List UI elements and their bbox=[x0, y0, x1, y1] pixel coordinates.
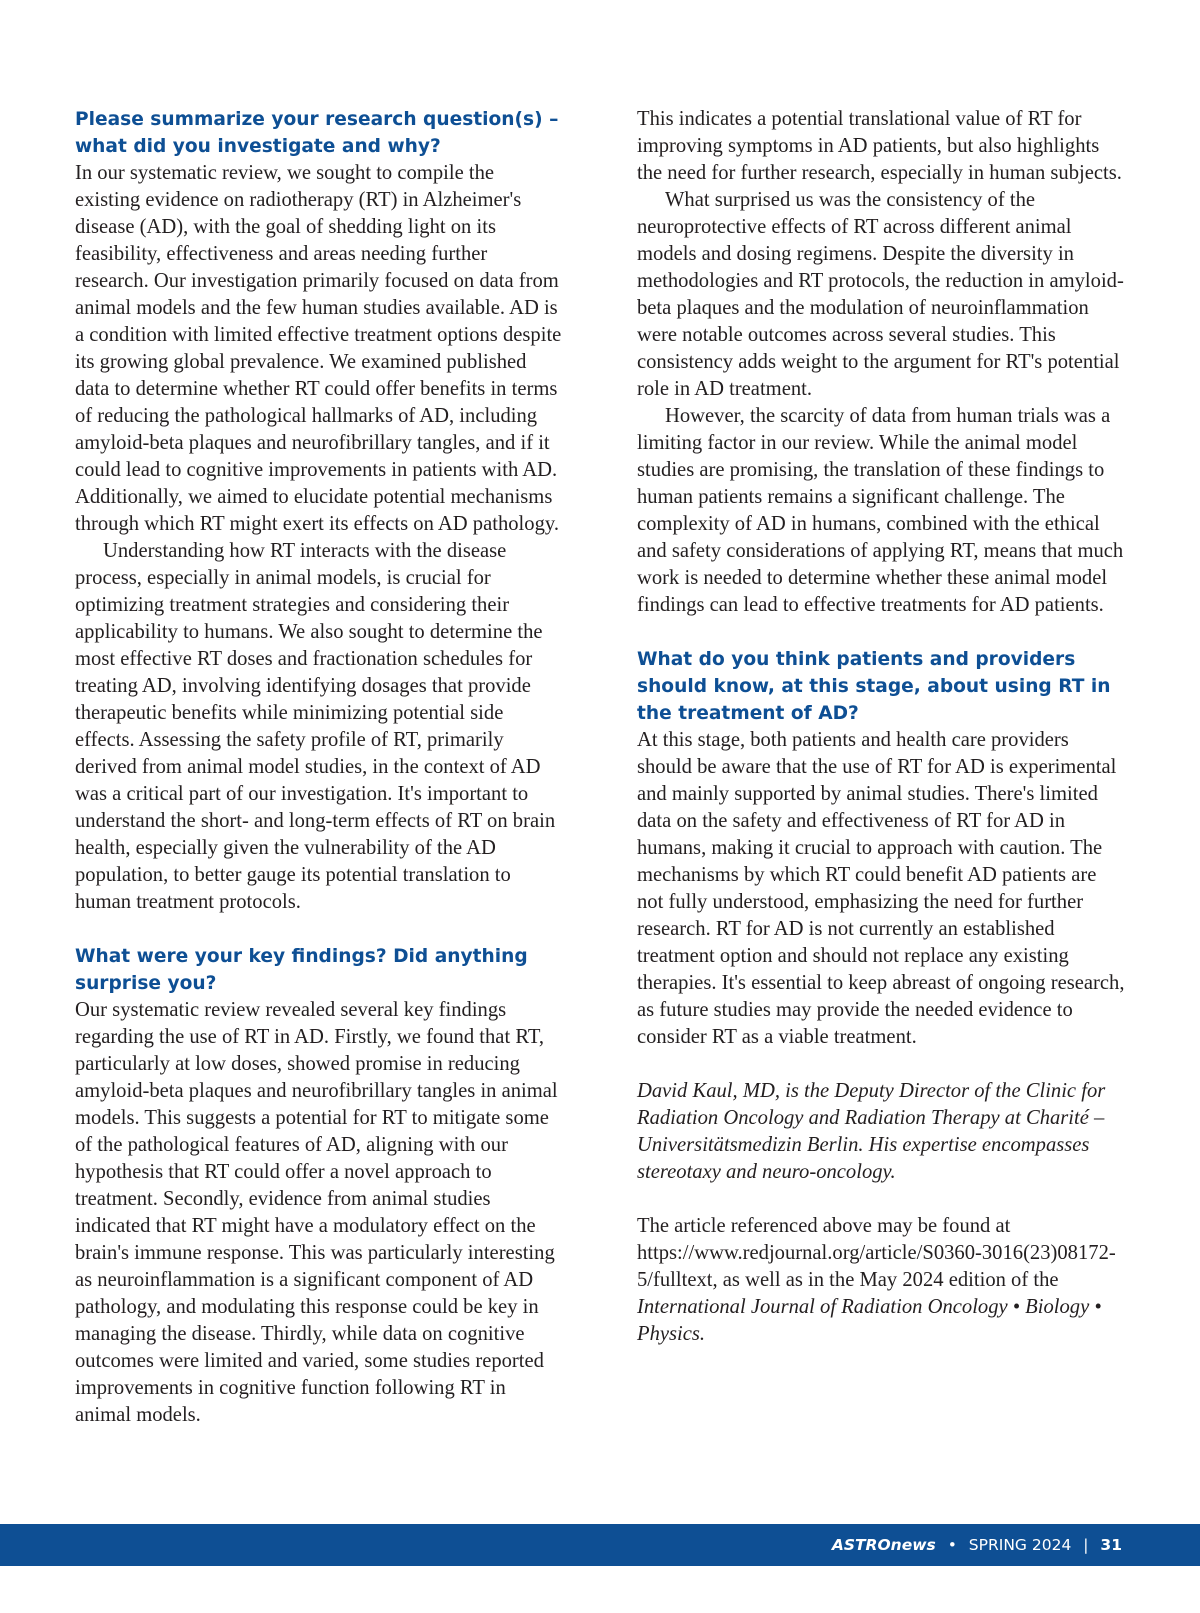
section-spacer bbox=[637, 1051, 1125, 1078]
question-1-answer-paragraph-1: In our systematic review, we sought to compile the existing evidence on radiotherapy (RT) in Alzheimer's disease (AD), with the goal of shedding light on its feasibility, effectiveness and areas needing further research. Our investigation primarily focused on data from animal models and the few human studies available. AD is a condition with limited effective treatment options despite its growing global prevalence. We examined published data to determine whether RT could offer benefits in terms of reducing the pathological hallmarks of AD, including amyloid-beta plaques and neurofibrillary tangles, and if it could lead to cognitive improvements in patients with AD. Additionally, we aimed to elucidate potential mechanisms through which RT might exert its effects on AD pathology. bbox=[75, 162, 562, 535]
journal-name: International Journal of Radiation Oncology • Biology • Physics. bbox=[637, 1296, 1102, 1345]
section-spacer bbox=[75, 916, 563, 943]
question-2-answer-paragraph-2: What surprised us was the consistency of the neuroprotective effects of RT across different animal models and dosing regimens. Despite the diversity in methodologies and RT protocols, the reduction in amyloid-beta plaques and the modulation of neuroinflammation were notable outcomes across several studies. This consistency adds weight to the argument for RT's potential role in AD treatment. bbox=[637, 189, 1124, 400]
right-column bbox=[637, 106, 1125, 1348]
publication-name: ASTROnews bbox=[831, 1536, 936, 1554]
question-2-answer-paragraph-3: However, the scarcity of data from human trials was a limiting factor in our review. While the animal model studies are promising, the translation of these findings to human patients remains a significant challenge. The complexity of AD in humans, combined with the ethical and safety considerations of applying RT, means that much work is needed to determine whether these animal model findings can lead to effective treatments for AD patients. bbox=[637, 405, 1124, 616]
question-2-answer-paragraph-1-continued: This indicates a potential translational value of RT for improving symptoms in AD patients, but also highlights the need for further research, especially in human subjects. bbox=[637, 108, 1122, 184]
question-1-answer-paragraph-2: Understanding how RT interacts with the disease process, especially in animal models, is crucial for optimizing treatment strategies and considering their applicability to humans. We also sought to determine the most effective RT doses and fractionation schedules for treating AD, involving identifying dosages that provide therapeutic benefits while minimizing potential side effects. Assessing the safety profile of RT, primarily derived from animal model studies, in the context of AD was a critical part of our investigation. It's important to understand the short- and long-term effects of RT on brain health, especially given the vulnerability of the AD population, to better gauge its potential translation to human treatment protocols. bbox=[75, 540, 556, 913]
left-column bbox=[75, 106, 563, 1429]
footer-divider: | bbox=[1083, 1536, 1089, 1554]
footer-folio bbox=[832, 1524, 1122, 1566]
article-reference bbox=[637, 1213, 1125, 1348]
footer-bullet: • bbox=[947, 1536, 957, 1554]
author-bio: David Kaul, MD, is the Deputy Director of the Clinic for Radiation Oncology and Radiation Therapy at Charité – Universitätsmedizin Berlin. His expertise encompasses stereotaxy and neuro-oncology. bbox=[637, 1080, 1106, 1183]
section-spacer bbox=[637, 619, 1125, 646]
page-number: 31 bbox=[1100, 1536, 1122, 1554]
reference-text: The article referenced above may be found at https://www.redjournal.org/article/S0360-3016(23)08172-5/fulltext, as well as in the May 2024 edition of the bbox=[637, 1215, 1116, 1291]
footer-bar bbox=[0, 1524, 1200, 1566]
section-spacer bbox=[637, 1186, 1125, 1213]
issue-label: SPRING 2024 bbox=[968, 1536, 1072, 1554]
question-2-answer-paragraph-1: Our systematic review revealed several key findings regarding the use of RT in AD. Firstly, we found that RT, particularly at low doses, showed promise in reducing amyloid-beta plaques and neurofibrillary tangles in animal models. This suggests a potential for RT to mitigate some of the pathological features of AD, aligning with our hypothesis that RT could offer a novel approach to treatment. Secondly, evidence from animal studies indicated that RT might have a modulatory effect on the brain's immune response. This was particularly interesting as neuroinflammation is a significant component of AD pathology, and modulating this response could be key in managing the disease. Thirdly, while data on cognitive outcomes were limited and varied, some studies reported improvements in cognitive function following RT in animal models. bbox=[75, 999, 558, 1426]
question-2-heading: What were your key findings? Did anything surprise you? bbox=[75, 946, 528, 994]
question-3-answer-paragraph-1: At this stage, both patients and health care providers should be aware that the use of RT for AD is experimental and mainly supported by animal studies. There's limited data on the safety and effectiveness of RT for AD in humans, making it crucial to approach with caution. The mechanisms by which RT could benefit AD patients are not fully understood, emphasizing the need for further research. RT for AD is not currently an established treatment option and should not replace any existing therapies. It's essential to keep abreast of ongoing research, as future studies may provide the needed evidence to consider RT as a viable treatment. bbox=[637, 729, 1125, 1048]
question-1-heading: Please summarize your research question(s) – what did you investigate and why? bbox=[75, 109, 559, 157]
question-3-heading: What do you think patients and providers should know, at this stage, about using RT in the treatment of AD? bbox=[637, 649, 1111, 724]
